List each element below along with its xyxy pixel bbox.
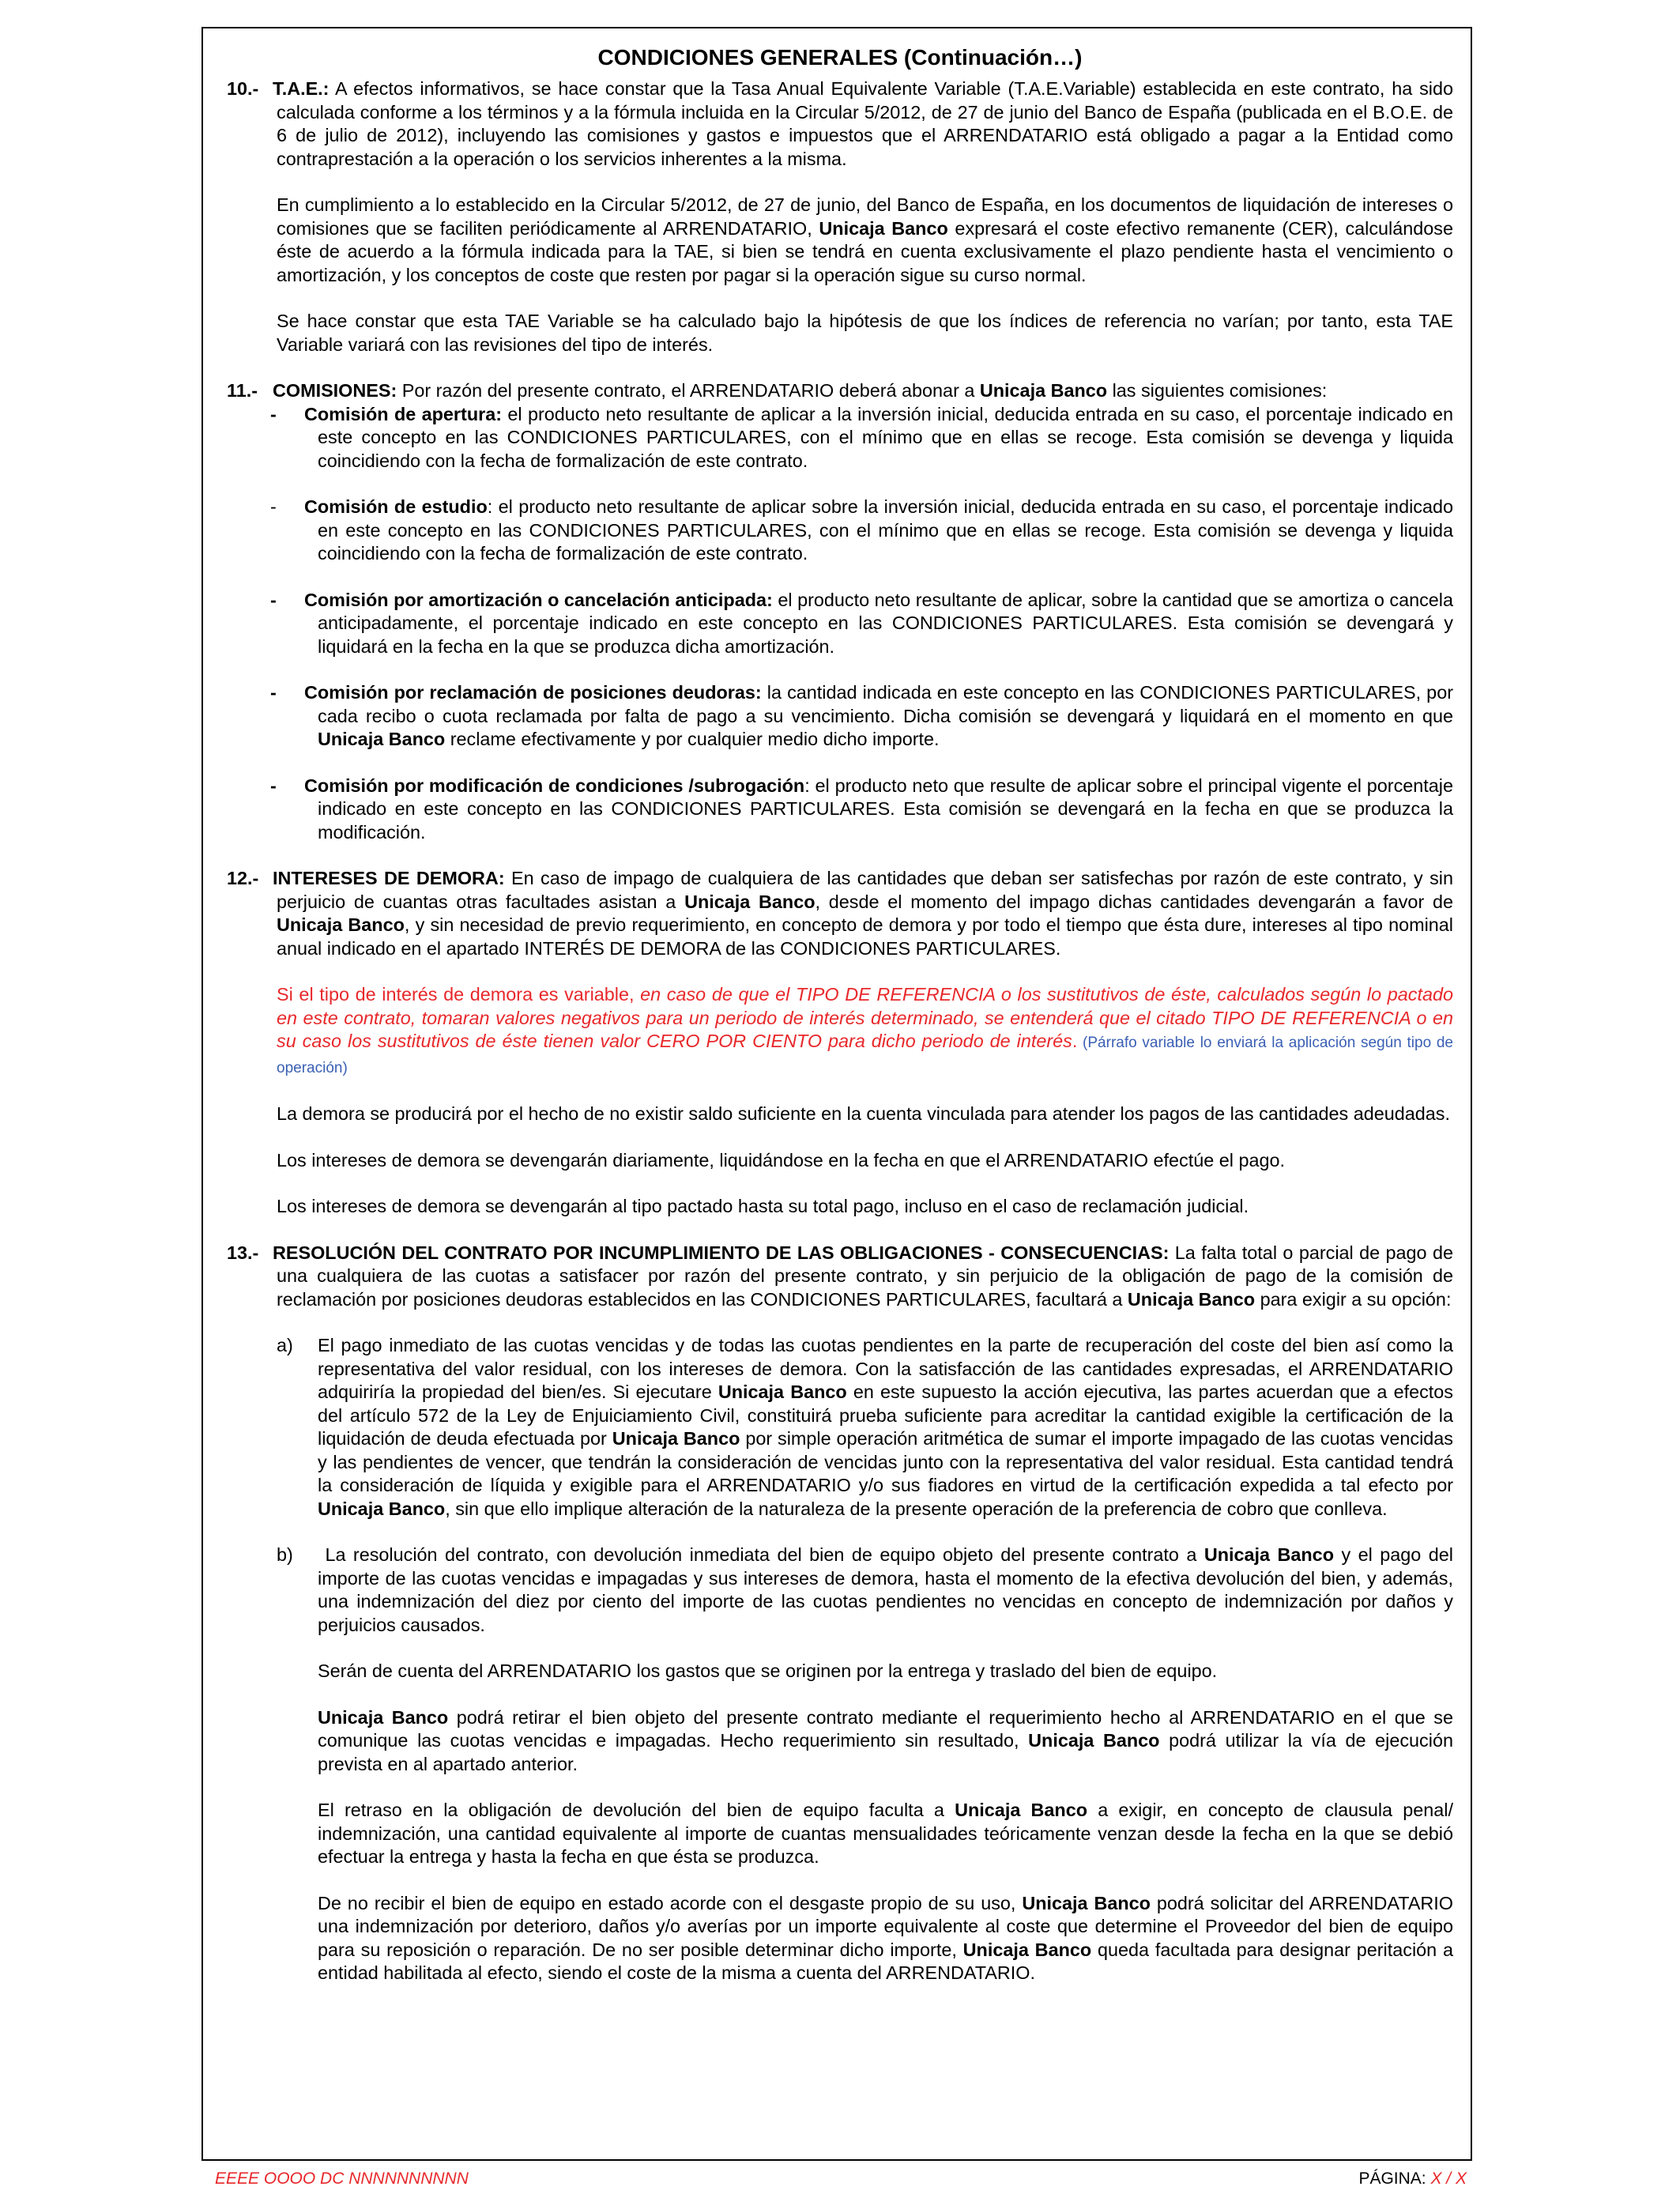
text: En cumplimiento a lo establecido en la Circular 5/2012, de 27 de junio, del Banco de España, en los documentos de liquidación de intereses o comisiones que se faciliten periódicamente al ARRENDATARIO, [277,194,1453,239]
item-text: el producto neto resultante de aplicar a la inversión inicial, deducida entrada en su caso, el porcentaje indicado en este concepto en las CONDICIONES PARTICULARES, con el mínimo que en ellas se recoge. Esta comisión se devenga y liquida coincidiendo con la fecha de formalización de este contrato. [318,403,1453,471]
option-b-paragraph-2: Serán de cuenta del ARRENDATARIO los gastos que se originen por la entrega y traslado del bien de equipo. [318,1661,1218,1681]
text: La falta total o parcial de pago de una cualquiera de las cuotas a satisfacer por razón del presente contrato, y sin perjuicio de la obligación de pago de la comisión de reclamación por posiciones deudoras establecidos en las CONDICIONES PARTICULARES, facultará a [277,1242,1453,1310]
text: en este supuesto la acción ejecutiva, las partes acuerdan que a efectos del artículo 572 de la Ley de Enjuiciamiento Civil, constituirá prueba suficiente para acreditar la cantidad exigible la certificación de la liquidación de deuda efectuada por [318,1382,1453,1449]
bullet-dash: - [270,682,277,703]
text: a exigir, en concepto de clausula penal/ indemnización, una cantidad equivalente al importe de cuantas mensualidades teóricamente venzan desde la fecha en la que se debió efectuar la entrega y hasta la fecha en que ésta se produzca. [318,1800,1453,1867]
text: podrá retirar el bien objeto del presente contrato mediante el requerimiento hecho al ARRENDATARIO en el que se comunique las cuotas vencidas e impagadas. Hecho requerimiento sin resultado, [318,1706,1453,1751]
item-label: Comisión de apertura: [304,403,503,424]
commission-item-estudio [227,496,1453,566]
section-12-paragraph-5: Los intereses de demora se devengarán al tipo pactado hasta su total pago, incluso en el caso de reclamación judicial. [277,1196,1249,1216]
section-13-paragraph-1 [227,1242,1453,1312]
bank-name: Unicaja Banco [1127,1288,1256,1310]
commission-item-modificacion [227,775,1453,845]
text: El pago inmediato de las cuotas vencidas y de todas las cuotas pendientes en la parte de recuperación del coste del bien así como la representativa del valor residual, con los intereses de demora. Con la satisfacción de las cantidades expresadas, el ARRENDATARIO adquiriría la propiedad del bien/es. Si ejecutare [318,1335,1453,1402]
item-label: Comisión por modificación de condiciones /subrogación [304,775,805,796]
page-label: PÁGINA: [1358,2169,1431,2188]
page-title: CONDICIONES GENERALES (Continuación…) [597,45,1083,70]
item-text: : el producto neto que resulte de aplicar sobre el principal vigente el porcentaje indicado en este concepto en las CONDICIONES PARTICULARES. Esta comisión se devengará en la fecha en que se produzca la modificación. [318,775,1453,843]
section-10-paragraph-1 [227,77,1453,171]
option-b [227,1544,1453,1637]
commission-item-amortizacion [227,589,1453,659]
text: , sin que ello implique alteración de la naturaleza de la presente operación de la preferencia de cobro que conlleva. [445,1498,1388,1519]
page-value: X / X [1430,2169,1467,2188]
text: El retraso en la obligación de devolución del bien de equipo faculta a [318,1800,955,1820]
section-heading: RESOLUCIÓN DEL CONTRATO POR INCUMPLIMIENTO DE LAS OBLIGACIONES - CONSECUENCIAS: [273,1242,1170,1263]
text: las siguientes comisiones: [1107,380,1328,401]
section-11 [227,379,1453,844]
section-number: 10.- [227,78,259,99]
bank-name: Unicaja Banco [318,1498,446,1519]
commission-item-apertura [227,403,1453,473]
item-text: : el producto neto resultante de aplicar sobre la inversión inicial, deducida entrada en su caso, el porcentaje indicado en este concepto en las CONDICIONES PARTICULARES, con el mínimo que en ellas se recoge. Esta comisión se devenga y liquida coincidiendo con la fecha de formalización de este contrato. [318,496,1453,564]
text: La resolución del contrato, con devolución inmediata del bien de equipo objeto del presente contrato a [318,1544,1204,1565]
text: y el pago del importe de las cuotas vencidas e impagadas y sus intereses de demora, hasta el momento de la efectiva devolución del bien, y además, una indemnización del diez por ciento del importe de las cuotas pendientes no vencidas en concepto de indemnización por daños y perjuicios causados. [318,1544,1453,1635]
item-text: el producto neto resultante de aplicar, sobre la cantidad que se amortiza o cancela anticipadamente, el porcentaje indicado en este concepto en las CONDICIONES PARTICULARES. Esta comisión se devengará y liquidará en la fecha en la que se produzca dicha amortización. [318,589,1454,657]
section-12-paragraph-3: La demora se producirá por el hecho de no existir saldo suficiente en la cuenta vinculada para atender los pagos de las cantidades adeudadas. [277,1103,1450,1124]
page-number [1358,2167,1467,2191]
bank-name: Unicaja Banco [819,217,948,239]
section-heading: INTERESES DE DEMORA: [273,868,505,888]
document-frame [202,27,1472,2161]
text: . [1072,1031,1078,1051]
option-letter: a) [277,1335,293,1355]
section-11-intro [227,379,1453,403]
bank-name: Unicaja Banco [684,891,816,912]
section-12-paragraph-4: Los intereses de demora se devengarán diariamente, liquidándose en la fecha en que el ARRENDATARIO efectúe el pago. [277,1149,1285,1171]
bank-name: Unicaja Banco [277,914,405,935]
option-b-paragraph-5 [227,1892,1453,1985]
item-label: Comisión por reclamación de posiciones deudoras: [304,682,762,703]
bank-name: Unicaja Banco [962,1939,1092,1960]
section-13 [227,1242,1453,1985]
text: Por razón del presente contrato, el ARRENDATARIO deberá abonar a [397,380,980,401]
text: podrá utilizar la vía de ejecución prevista en al apartado anterior. [318,1730,1453,1774]
section-12 [227,867,1453,1219]
text: En caso de impago de cualquiera de las cantidades que deban ser satisfechas por razón de este contrato, y sin perjuicio de cuantas otras facultades asistan a [277,868,1453,912]
document-code: EEEE OOOO DC NNNNNNNNNN [215,2169,469,2188]
item-text: reclame efectivamente y por cualquier medio dicho importe. [445,729,940,749]
section-12-paragraph-1 [227,867,1453,960]
section-heading: COMISIONES: [273,380,397,401]
bank-name: Unicaja Banco [1022,1892,1151,1913]
option-letter: b) [277,1544,293,1565]
bank-name: Unicaja Banco [955,1800,1088,1820]
item-label: Comisión de estudio [304,496,488,517]
item-text: la cantidad indicada en este concepto en las CONDICIONES PARTICULARES, por cada recibo o cuota reclamada por falta de pago a su vencimiento. Dicha comisión se devengará y liquidará en el momento en que [318,682,1453,726]
section-10 [227,77,1453,356]
section-number: 12.- [227,868,259,888]
text: en caso de que el TIPO DE REFERENCIA o los sustitutivos de éste, calculados según lo pactado en este contrato, tomaran valores negativos para un periodo de interés determinado, se entenderá que el citado TIPO DE REFERENCIA o en su caso los sustitutivos de éste tienen valor CERO POR CIENTO para dicho periodo de interés [277,984,1453,1051]
bank-name: Unicaja Banco [612,1428,740,1449]
bullet-dash: - [270,403,277,424]
bank-name: Unicaja Banco [318,1706,449,1728]
section-10-paragraph-2 [227,194,1453,287]
text: expresará el coste efectivo remanente (CER), calculándose éste de acuerdo a la fórmula indicada para la TAE, si bien se tendrá en cuenta exclusivamente el plazo pendiente hasta el vencimiento o amortización, y los conceptos de coste que resten por pagar si la operación sigue su curso normal. [277,217,1453,285]
bullet-dash: - [270,589,277,610]
text: por simple operación aritmética de sumar el importe impagado de las cuotas vencidas y las pendientes de vencer, que tendrán la consideración de vencidas junto con la representativa del valor residual. Esta cantidad tendrá la consideración de líquida y exigible para el ARRENDATARIO y/o sus fiadores en virtud de la certificación expedida a tal efecto por [318,1428,1453,1495]
text: , y sin necesidad de previo requerimiento, en concepto de demora y por todo el tiempo que ésta dure, intereses al tipo nominal anual indicado en el apartado INTERÉS DE DEMORA de las CONDICIONES PARTICULARES. [277,914,1453,959]
text: queda facultada para designar peritación a entidad habilitada al efecto, siendo el coste de la misma a cuenta del ARRENDATARIO. [318,1939,1453,1983]
bullet-dash: - [270,496,277,517]
document-content [227,44,1453,2008]
bank-name: Unicaja Banco [718,1382,847,1402]
commission-list [227,403,1453,845]
section-text: A efectos informativos, se hace constar que la Tasa Anual Equivalente Variable (T.A.E.Variable) establecida en este contrato, ha sido calculada conforme a los términos y a la fórmula incluida en la Circular 5/2012, de 27 de junio del Banco de España (publicada en el B.O.E. de 6 de julio de 2012), incluyendo las comisiones y gastos e impuestos que el ARRENDATARIO está obligado a pagar a la Entidad como contraprestación a la operación o los servicios inherentes a la misma. [277,78,1453,169]
section-heading: T.A.E.: [273,78,330,99]
bank-name: Unicaja Banco [979,380,1108,401]
text: para exigir a su opción: [1255,1288,1452,1310]
commission-item-reclamacion [227,681,1453,752]
item-label: Comisión por amortización o cancelación anticipada: [304,589,773,610]
variable-clause-paragraph [227,983,1453,1080]
text: , desde el momento del impago dichas cantidades devengarán a favor de [815,891,1454,912]
section-10-paragraph-3: Se hace constar que esta TAE Variable se ha calculado bajo la hipótesis de que los índices de referencia no varían; por tanto, esta TAE Variable variará con las revisiones del tipo de interés. [277,311,1453,355]
bullet-dash: - [270,775,277,796]
text: De no recibir el bien de equipo en estado acorde con el desgaste propio de su uso, [318,1892,1023,1913]
option-b-paragraph-3 [227,1706,1453,1777]
text: Si el tipo de interés de demora es variable, [277,984,641,1005]
bank-name: Unicaja Banco [1028,1730,1160,1751]
option-b-paragraph-4 [227,1799,1453,1869]
bank-name: Unicaja Banco [318,729,446,749]
text: podrá solicitar del ARRENDATARIO una indemnización por deterioro, daños y/o averías por un importe equivalente al coste que determine el Proveedor del bien de equipo para su reposición o reparación. De no ser posible determinar dicho importe, [318,1892,1453,1960]
option-a [227,1334,1453,1521]
section-number: 11.- [227,380,258,401]
section-number: 13.- [227,1242,259,1263]
application-note: (Párrafo variable lo enviará la aplicación según tipo de operación) [277,1035,1454,1076]
bank-name: Unicaja Banco [1203,1544,1334,1565]
